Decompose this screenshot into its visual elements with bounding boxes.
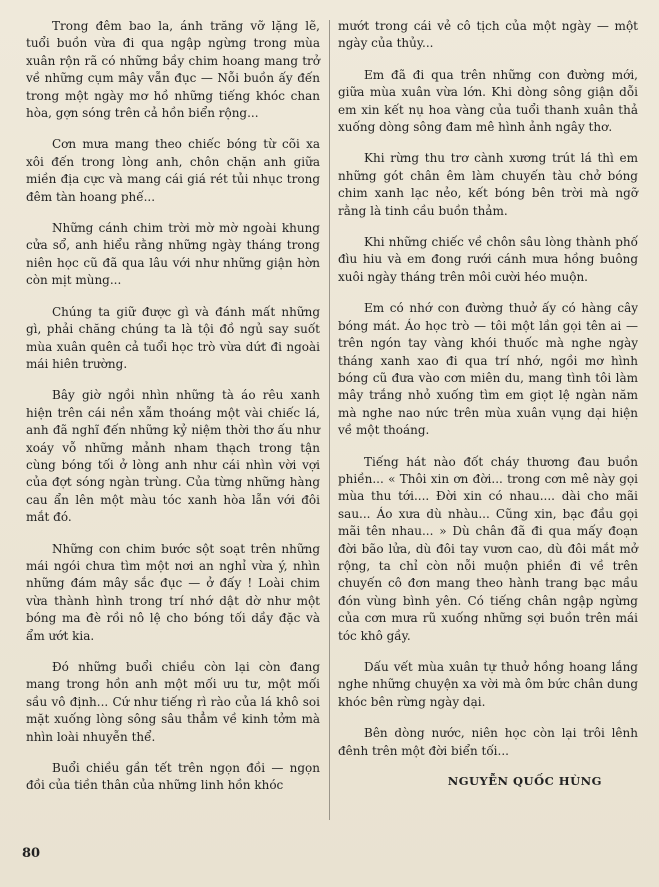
- paragraph: Em có nhớ con đường thuở ấy có hàng cây bóng mát. Áo học trò — tôi một lần gọi tên ai — trên ngón tay vàng khói thuốc mà nghe ngày tháng xanh xao đi qua trí nhớ, ngồi mơ hình bóng cũ đưa vào cơn miên du, mang tình tôi làm mây trắng nhỏ xuống tìm em giọt lệ ngàn năm mà nghe nao nức trên mùa xuân vụng dại hiện về một thoáng.: [338, 301, 638, 438]
- paragraph: Tiếng hát nào đốt cháy thương đau buồn phiền... « Thôi xin ơn đời... trong cơn mê này gọi mùa thu tới.... Đời xin có nhau.... dài cho mãi sau... Áo xưa dù nhàu... Cũng xin, bạc đầu gọi mãi tên nhau... » Dù chân đã đi qua mấy đoạn đời bão lửa, dù đôi tay vươn cao, dù đôi mắt mở rộng, ta chỉ còn nỗi muộn phiền đi về trên chuyến cô đơn mang theo hành trang bạc mầu đón vùng bình yên. Có tiếng chân ngập ngừng của cơn mưa rũ xuống những sợi buồn trên mái tóc khô gầy.: [338, 454, 638, 643]
- left-column: [26, 18, 320, 809]
- paragraph: Khi rừng thu trơ cành xương trút lá thì em những gót chân êm làm chuyến tàu chở bóng chim xanh lạc nẻo, kết bóng bên trời mà ngỡ rằng là tinh cầu buồn thảm.: [338, 151, 638, 218]
- page-number: 80: [22, 846, 41, 861]
- paragraph: Những cánh chim trời mờ mờ ngoài khung cửa sổ, anh hiểu rằng những ngày tháng trong niên học cũ đã qua lâu với như những giận hờn còn mịt mùng...: [26, 221, 320, 288]
- right-column: [338, 18, 638, 788]
- paragraph: Đó những buổi chiều còn lại còn đang mang trong hồn anh một mối ưu tư, một mối sầu vô định... Cứ như tiếng rì rào của lá khô soi mặt xuống lòng sông sâu thẳm về kinh tởm mà nhìn loài nhuyễn thể.: [26, 660, 320, 744]
- author-signature: NGUYỄN QUỐC HÙNG: [447, 774, 602, 789]
- paragraph: Dấu vết mùa xuân tự thuở hồng hoang lắng nghe những chuyện xa vời mà ôm bức chân dung khóc bên rừng ngày dại.: [338, 660, 638, 709]
- paragraph: Khi những chiếc về chôn sâu lòng thành phố đìu hiu và em đong rưới cánh mưa hồng buông xuôi ngày tháng trên môi cười héo muộn.: [338, 235, 638, 284]
- paragraph: Em đã đi qua trên những con đường mới, giữa mùa xuân vừa lớn. Khi dòng sông giận dỗi em xin kết nụ hoa vàng của tuổi thanh xuân thả xuống dòng sông đam mê hình ảnh ngây thơ.: [338, 67, 638, 135]
- paragraph: Cơn mưa mang theo chiếc bóng từ cõi xa xôi đến trong lòng anh, chôn chặn anh giữa miền địa cực và mang cái giá rét tủi nhục trong đêm tàn hoang phế...: [26, 137, 320, 204]
- paragraph: Những con chim bước sột soạt trên những mái ngói chưa tìm một nơi an nghỉ vừa ý, nhìn những đám mây sắc đục — ở đấy ! Loài chim vừa thành hình trong trí nhớ dật dờ như một bóng ma đè rồi nô lệ cho bóng tối dầy đặc và ẩm ướt kia.: [26, 541, 320, 643]
- paragraph: Bên dòng nước, niên học còn lại trôi lênh đênh trên một đời biển tối...: [338, 726, 638, 758]
- paragraph-continued: mướt trong cái vẻ cô tịch của một ngày — một ngày của thủy...: [338, 19, 638, 51]
- column-divider: [329, 20, 330, 820]
- paragraph: Bây giờ ngồi nhìn những tà áo rêu xanh hiện trên cái nền xẫm thoáng một vài chiếc lá, anh đã nghĩ đến những kỷ niệm thời thơ ấu như xoáy vỗ những mảnh nham thạch trong tận cùng bóng tối ở lòng anh như cái nhìn vời vợi của đợt sóng ngàn trùng. Của từng những hàng cau ẩn lên một màu tóc xanh hòa lẫn với đôi mắt đó.: [26, 388, 320, 525]
- paragraph: Chúng ta giữ được gì và đánh mất những gì, phải chăng chúng ta là tội đồ ngủ say suốt mùa xuân quên cả tuổi học trò vừa dứt đi ngoài mái hiên trường.: [26, 304, 320, 371]
- paragraph: Trong đêm bao la, ánh trăng vỡ lặng lẽ, tuổi buồn vừa đi qua ngập ngừng trong mùa xuân rộn rã có những bầy chim hoang mang trở về những cụm mây vẫn đục — Nỗi buồn ấy đến trong một ngày mơ hồ những tiếng khóc chan hòa, gợn sóng trên cả hồn biển rộng...: [26, 19, 320, 121]
- paragraph: Buổi chiều gần tết trên ngọn đồi — ngọn đồi của tiền thân của những linh hồn khóc: [26, 761, 320, 793]
